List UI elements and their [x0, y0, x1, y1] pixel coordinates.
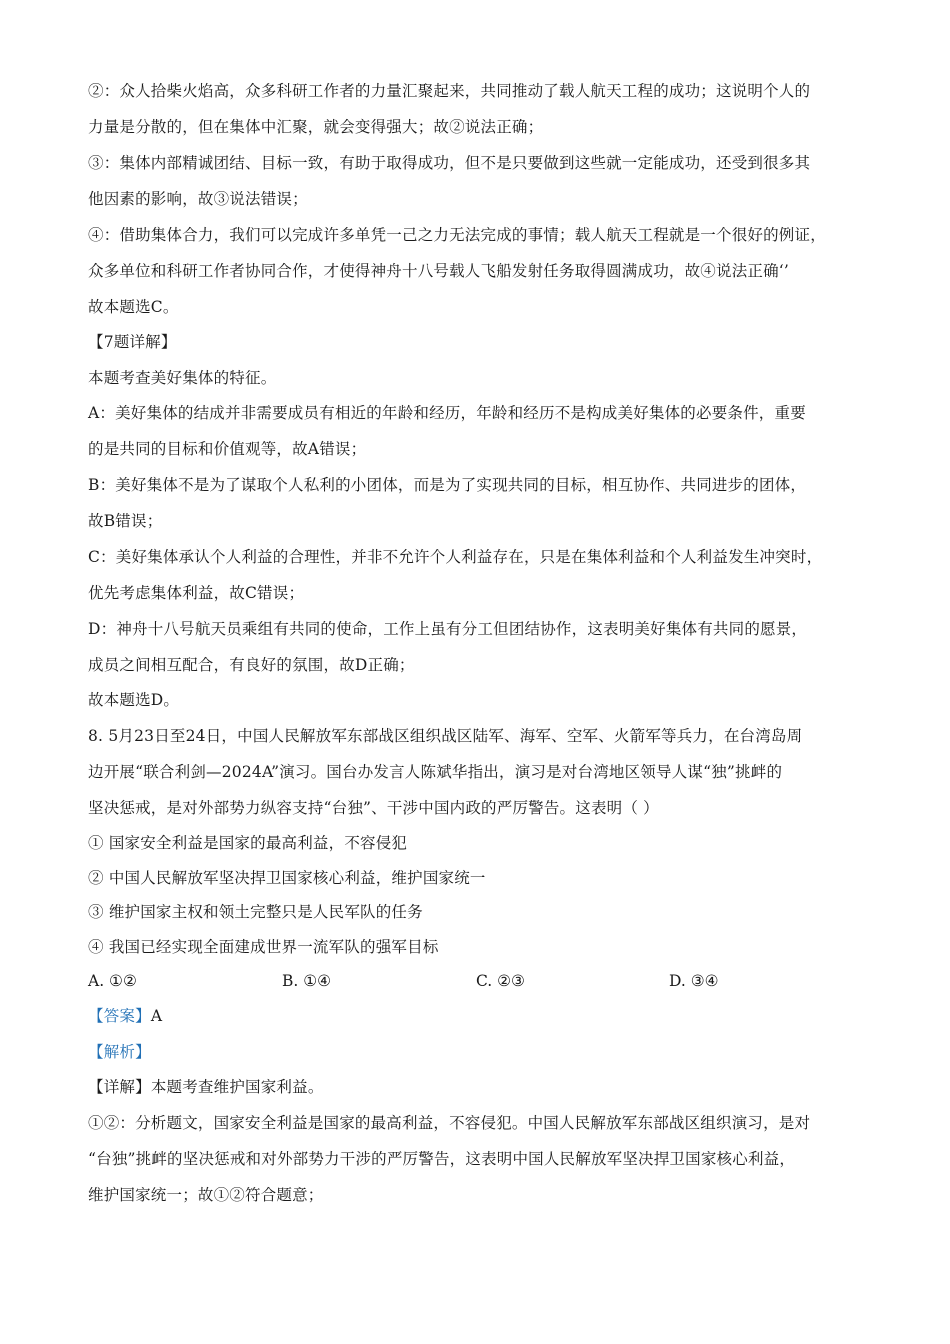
text-line: 故B错误；: [88, 512, 163, 530]
question-line: 坚决惩戒，是对外部势力纵容支持“台独”、干涉中国内政的严厉警告。这表明（ ）: [88, 799, 659, 817]
detail-intro: 本题考查维护国家利益。: [150, 1078, 324, 1096]
statement-item: ③ 维护国家主权和领土完整只是人民军队的任务: [88, 903, 423, 921]
statement-item: ① 国家安全利益是国家的最高利益，不容侵犯: [88, 834, 408, 852]
text-line: 的是共同的目标和价值观等，故A错误；: [88, 440, 367, 458]
answer-line: [88, 1005, 162, 1027]
analysis-label: 【解析】: [88, 1043, 151, 1061]
text-line: 众多单位和科研工作者协同合作，才使得神舟十八号载人飞船发射任务取得圆满成功，故④说法正确‘’: [88, 262, 790, 280]
text-line: 故本题选D。: [88, 691, 180, 709]
option-c: C. ②③: [476, 972, 525, 990]
answer-value: A: [150, 1007, 163, 1025]
text-line: ③：集体内部精诚团结、目标一致，有助于取得成功，但不是只要做到这些就一定能成功，还受到很多其: [88, 154, 811, 172]
text-line: A：美好集体的结成并非需要成员有相近的年龄和经历，年龄和经历不是构成美好集体的必要条件，重要: [88, 404, 806, 422]
text-line: 他因素的影响，故③说法错误；: [88, 190, 308, 208]
detail-label: 【详解】: [88, 1078, 151, 1096]
question-line: 8. 5月23日至24日，中国人民解放军东部战区组织战区陆军、海军、空军、火箭军等兵力，在台湾岛周: [88, 727, 803, 745]
statement-item: ④ 我国已经实现全面建成世界一流军队的强军目标: [88, 938, 439, 956]
text-line: 优先考虑集体利益，故C错误；: [88, 584, 305, 602]
text-line: ④：借助集体合力，我们可以完成许多单凭一己之力无法完成的事情；载人航天工程就是一个很好的例证，: [88, 226, 826, 244]
detail-line: [88, 1076, 324, 1098]
text-line: 成员之间相互配合，有良好的氛围，故D正确；: [88, 656, 415, 674]
question-line: 边开展“联合利剑—2024A”演习。国台办发言人陈斌华指出，演习是对台湾地区领导人谋“独”挑衅的: [88, 763, 783, 781]
option-b: B. ①④: [282, 972, 332, 990]
section-heading: 【7题详解】: [88, 333, 177, 351]
option-a: A. ①②: [88, 972, 137, 990]
text-line: 本题考查美好集体的特征。: [88, 369, 277, 387]
answer-label: 【答案】: [88, 1007, 151, 1025]
statement-item: ② 中国人民解放军坚决捍卫国家核心利益，维护国家统一: [88, 869, 486, 887]
text-line: 故本题选C。: [88, 298, 179, 316]
text-line: 力量是分散的，但在集体中汇聚，就会变得强大；故②说法正确；: [88, 118, 544, 136]
text-line: 维护国家统一；故①②符合题意；: [88, 1186, 324, 1204]
text-line: C：美好集体承认个人利益的合理性，并非不允许个人利益存在，只是在集体利益和个人利益发生冲突时，: [88, 548, 823, 566]
text-line: “台独”挑衅的坚决惩戒和对外部势力干涉的严厉警告，这表明中国人民解放军坚决捍卫国家核心利益，: [88, 1150, 796, 1168]
text-line: ②：众人拾柴火焰高，众多科研工作者的力量汇聚起来，共同推动了载人航天工程的成功；这说明个人的: [88, 82, 811, 100]
text-line: B：美好集体不是为了谋取个人私利的小团体，而是为了实现共同的目标，相互协作、共同进步的团体，: [88, 476, 807, 494]
option-d: D. ③④: [669, 972, 719, 990]
text-line: ①②：分析题文，国家安全利益是国家的最高利益，不容侵犯。中国人民解放军东部战区组织演习，是对: [88, 1114, 811, 1132]
text-line: D：神舟十八号航天员乘组有共同的使命，工作上虽有分工但团结协作，这表明美好集体有共同的愿景，: [88, 620, 808, 638]
